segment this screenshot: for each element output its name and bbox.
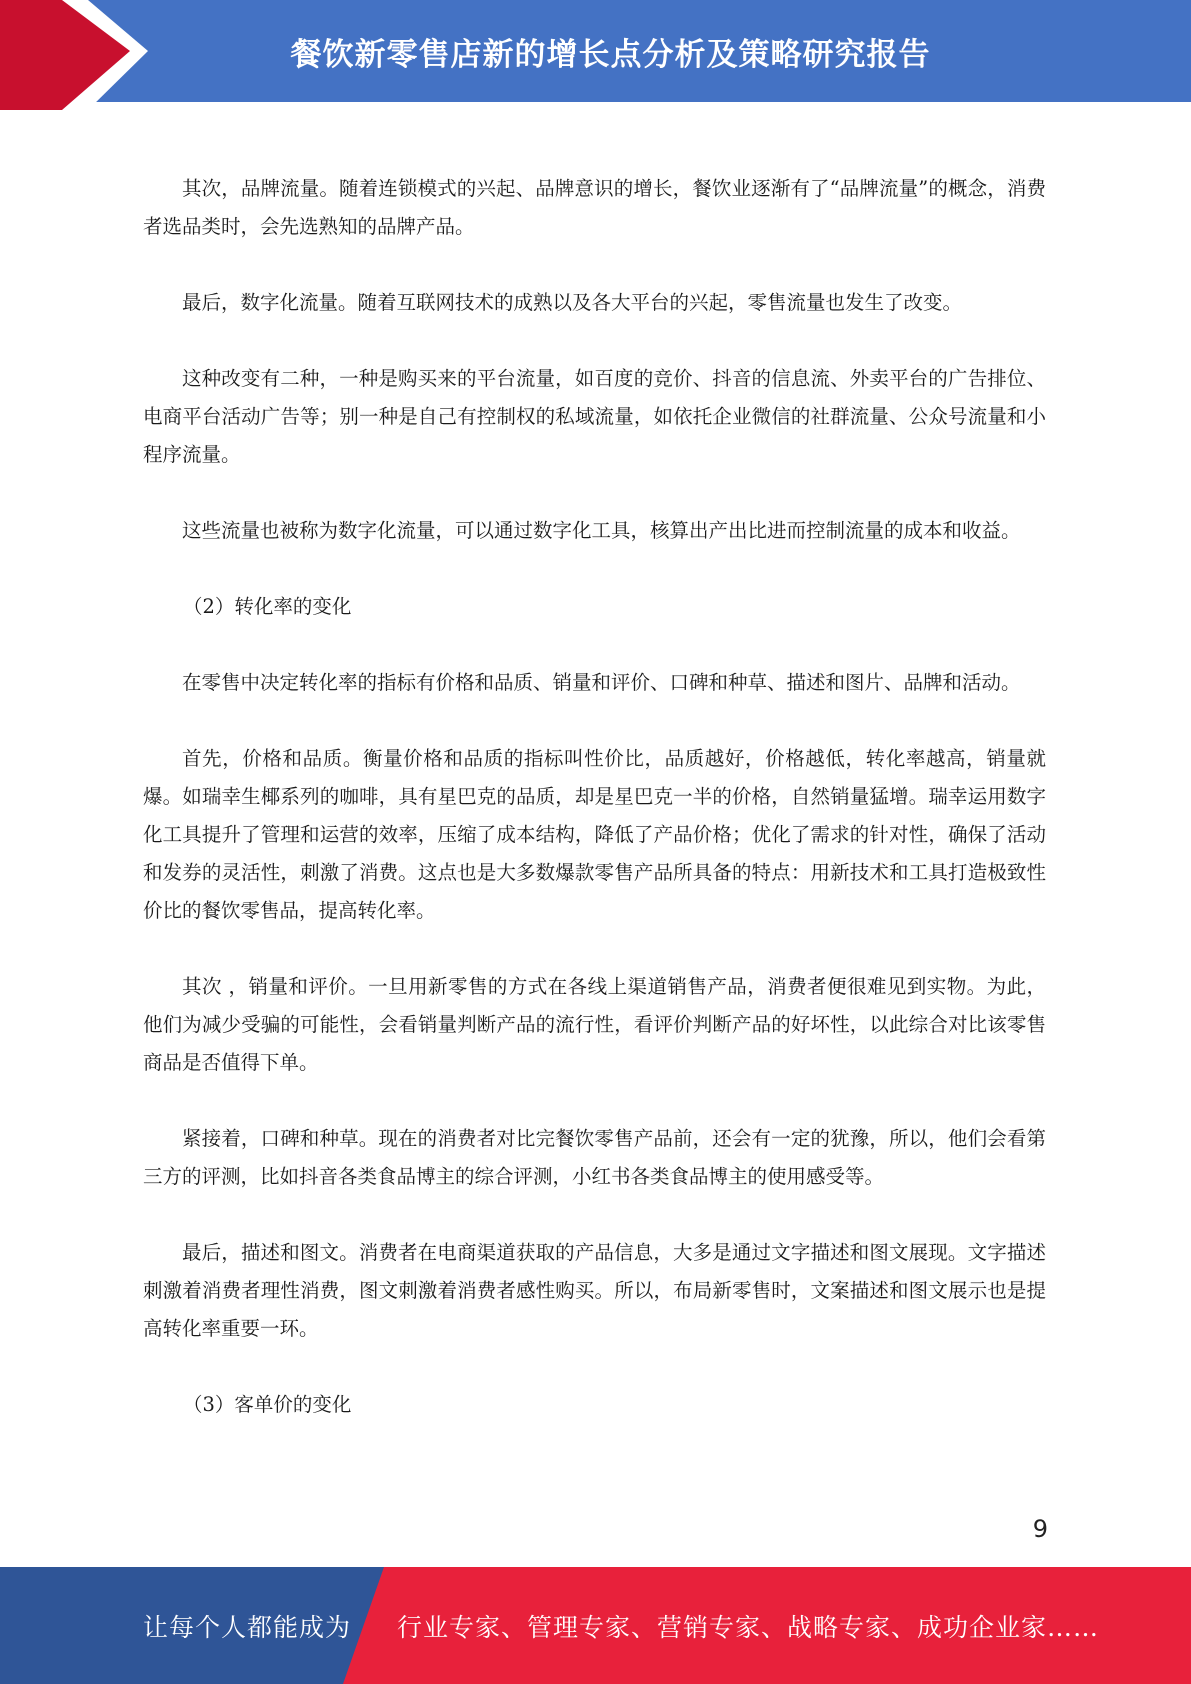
paragraph-description-images: 最后，描述和图文。消费者在电商渠道获取的产品信息，大多是通过文字描述和图文展现。文字描述刺激着消费者理性消费，图文刺激着消费者感性购买。所以，布局新零售时，文案描述和图文展示也是提高转化率重要一环。	[143, 1241, 1046, 1340]
paragraph-brand-traffic: 其次，品牌流量。随着连锁模式的兴起、品牌意识的增长，餐饮业逐渐有了“品牌流量”的概念，消费者选品类时，会先选熟知的品牌产品。	[143, 177, 1046, 238]
page-number: 9	[1032, 1515, 1048, 1543]
section-heading-order-value: （3）客单价的变化	[183, 1393, 352, 1416]
paragraph-sales-reviews: 其次 ，销量和评价。一旦用新零售的方式在各线上渠道销售产品，消费者便很难见到实物。为此，他们为减少受骗的可能性，会看销量判断产品的流行性，看评价判断产品的好坏性，以此综合对比该零售商品是否值得下单。	[143, 975, 1046, 1074]
report-title: 餐饮新零售店新的增长点分析及策略研究报告	[290, 36, 931, 73]
paragraph-conversion-indicators: 在零售中决定转化率的指标有价格和品质、销量和评价、口碑和种草、描述和图片、品牌和活动。	[182, 671, 1021, 694]
footer-slogan-right: 行业专家、管理专家、营销专家、战略专家、成功企业家……	[397, 1612, 1100, 1642]
paragraph-digital-traffic: 最后，数字化流量。随着互联网技术的成熟以及各大平台的兴起，零售流量也发生了改变。	[182, 291, 963, 314]
footer-slogan-left: 让每个人都能成为	[143, 1612, 352, 1642]
section-heading-conversion-rate: （2）转化率的变化	[183, 595, 352, 618]
paragraph-digital-traffic-cost: 这些流量也被称为数字化流量，可以通过数字化工具，核算出产出比进而控制流量的成本和收益。	[182, 519, 1021, 542]
page-footer	[0, 1567, 1191, 1684]
document-body	[143, 170, 1046, 1462]
paragraph-word-of-mouth: 紧接着，口碑和种草。现在的消费者对比完餐饮零售产品前，还会有一定的犹豫，所以，他们会看第三方的评测，比如抖音各类食品博主的综合评测，小红书各类食品博主的使用感受等。	[143, 1127, 1046, 1188]
paragraph-traffic-types: 这种改变有二种，一种是购买来的平台流量，如百度的竞价、抖音的信息流、外卖平台的广告排位、电商平台活动广告等；别一种是自己有控制权的私域流量，如依托企业微信的社群流量、公众号流量和小程序流量。	[143, 367, 1046, 466]
paragraph-price-quality: 首先，价格和品质。衡量价格和品质的指标叫性价比，品质越好，价格越低，转化率越高，销量就爆。如瑞幸生椰系列的咖啡，具有星巴克的品质，却是星巴克一半的价格，自然销量猛增。瑞幸运用数字化工具提升了管理和运营的效率，压缩了成本结构，降低了产品价格；优化了需求的针对性，确保了活动和发券的灵活性，刺激了消费。这点也是大多数爆款零售产品所具备的特点：用新技术和工具打造极致性价比的餐饮零售品，提高转化率。	[143, 747, 1046, 922]
page-header	[0, 0, 1191, 110]
